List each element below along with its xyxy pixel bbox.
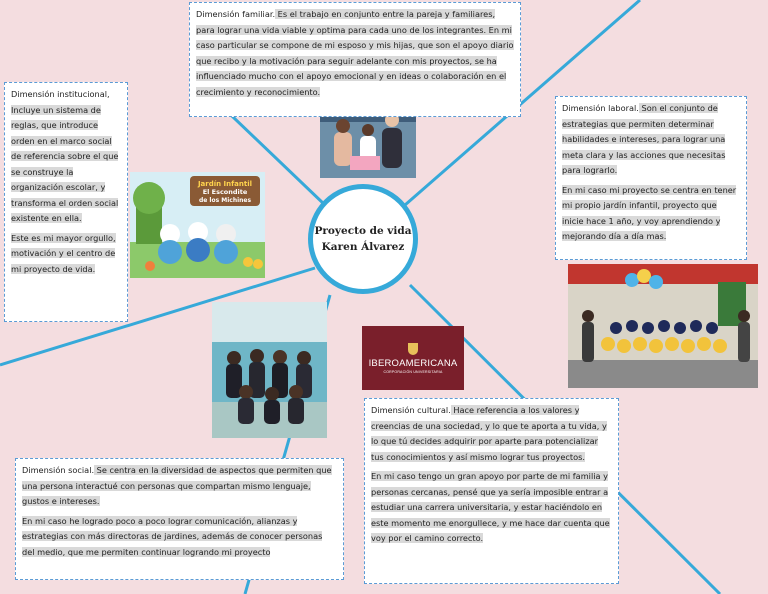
familiar-title: Dimensión familiar. — [196, 9, 276, 19]
logo-subtitle: CORPORACIÓN UNIVERSITARIA — [383, 369, 443, 374]
group-photo — [212, 302, 327, 438]
kindergarten-illustration — [130, 172, 265, 278]
social-text: Se centra en la diversidad de aspectos que permiten que una persona interactué con personas que compartan mismo lenguaje, gustos e intereses. — [22, 465, 332, 506]
cultural-paragraph-2 — [371, 469, 612, 547]
kindergarten-illustration-image — [130, 172, 265, 278]
group-photo-image — [212, 302, 327, 438]
school-photo-image — [568, 264, 758, 388]
cultural-text: Hace referencia a los valores y creencias de una sociedad, y lo que te aporta a tu vida, y lo que tú decides adquirir por aparte para potencializar tus conocimientos y así mismo lograr tus proyectos. — [371, 405, 607, 462]
box-cultural — [364, 398, 619, 584]
institucional-text-2: Este es mi mayor orgullo, motivación y el centro de mi proyecto de vida. — [11, 232, 116, 274]
shield-icon — [408, 343, 418, 355]
institucional-paragraph — [11, 87, 121, 227]
familiar-text: Es el trabajo en conjunto entre la pareja y familiares, para lograr una vida viable y optima para cada uno de los integrantes. En mi caso particular se compone de mi esposo y mis hijas, que son el apoyo diario que recibo y la motivación para seguir adelante con mis proyectos, se ha influenciado mucho con el apoyo emocional y en ideas o colaboración en el crecimiento y reconocimiento. — [196, 9, 514, 97]
institucional-title: Dimensión institucional, — [11, 89, 110, 99]
laboral-title: Dimensión laboral. — [562, 103, 639, 113]
laboral-paragraph-2 — [562, 183, 740, 245]
social-title: Dimensión social. — [22, 465, 95, 475]
cultural-paragraph — [371, 403, 612, 465]
box-familiar — [189, 2, 521, 117]
social-paragraph-2 — [22, 514, 337, 561]
box-laboral — [555, 96, 747, 260]
institucional-text: Incluye un sistema de reglas, que introduce orden en el marco social de referencia sobre el que se construye la organización escolar, y transforma el orden social existente en ella. — [11, 104, 119, 223]
school-photo — [568, 264, 758, 388]
center-name: Karen Álvarez — [321, 241, 405, 253]
kindergarten-sign-line3: de los Michines — [198, 197, 252, 204]
box-institucional — [4, 82, 128, 322]
familiar-paragraph — [196, 7, 514, 100]
iberoamericana-logo — [362, 326, 464, 390]
logo-name: IBEROAMERICANA — [368, 357, 458, 369]
kindergarten-sign-line1: Jardín Infantil — [197, 180, 253, 188]
kindergarten-sign-line2: El Escondite — [202, 188, 248, 196]
center-title: Proyecto de vida — [314, 225, 412, 237]
laboral-text: Son el conjunto de estrategias que permiten determinar habilidades e intereses, para lograr una meta clara y las acciones que necesitas para lograrlo. — [562, 103, 726, 175]
laboral-text-2: En mi caso mi proyecto se centra en tener mi propio jardín infantil, proyecto que inicie hace 1 año, y voy aprendiendo y mejorando día a día mas. — [562, 184, 737, 241]
box-social — [15, 458, 344, 580]
cultural-title: Dimensión cultural. — [371, 405, 451, 415]
institucional-paragraph-2 — [11, 231, 121, 278]
cultural-text-2: En mi caso tengo un gran apoyo por parte de mi familia y personas cercanas, pensé que ya sería imposible entrar a estudiar una carrera universitaria, y estar haciéndolo en este momento me enorgullece, y me hace dar cuenta que voy por el camino correcto. — [371, 471, 610, 543]
social-text-2: En mi caso he logrado poco a poco lograr comunicación, alianzas y estrategias con más directoras de jardines, además de conocer personas del medio, que me permiten continuar logrando mi proyecto — [22, 515, 323, 557]
social-paragraph — [22, 463, 337, 510]
central-node — [308, 184, 418, 294]
laboral-paragraph — [562, 101, 740, 179]
